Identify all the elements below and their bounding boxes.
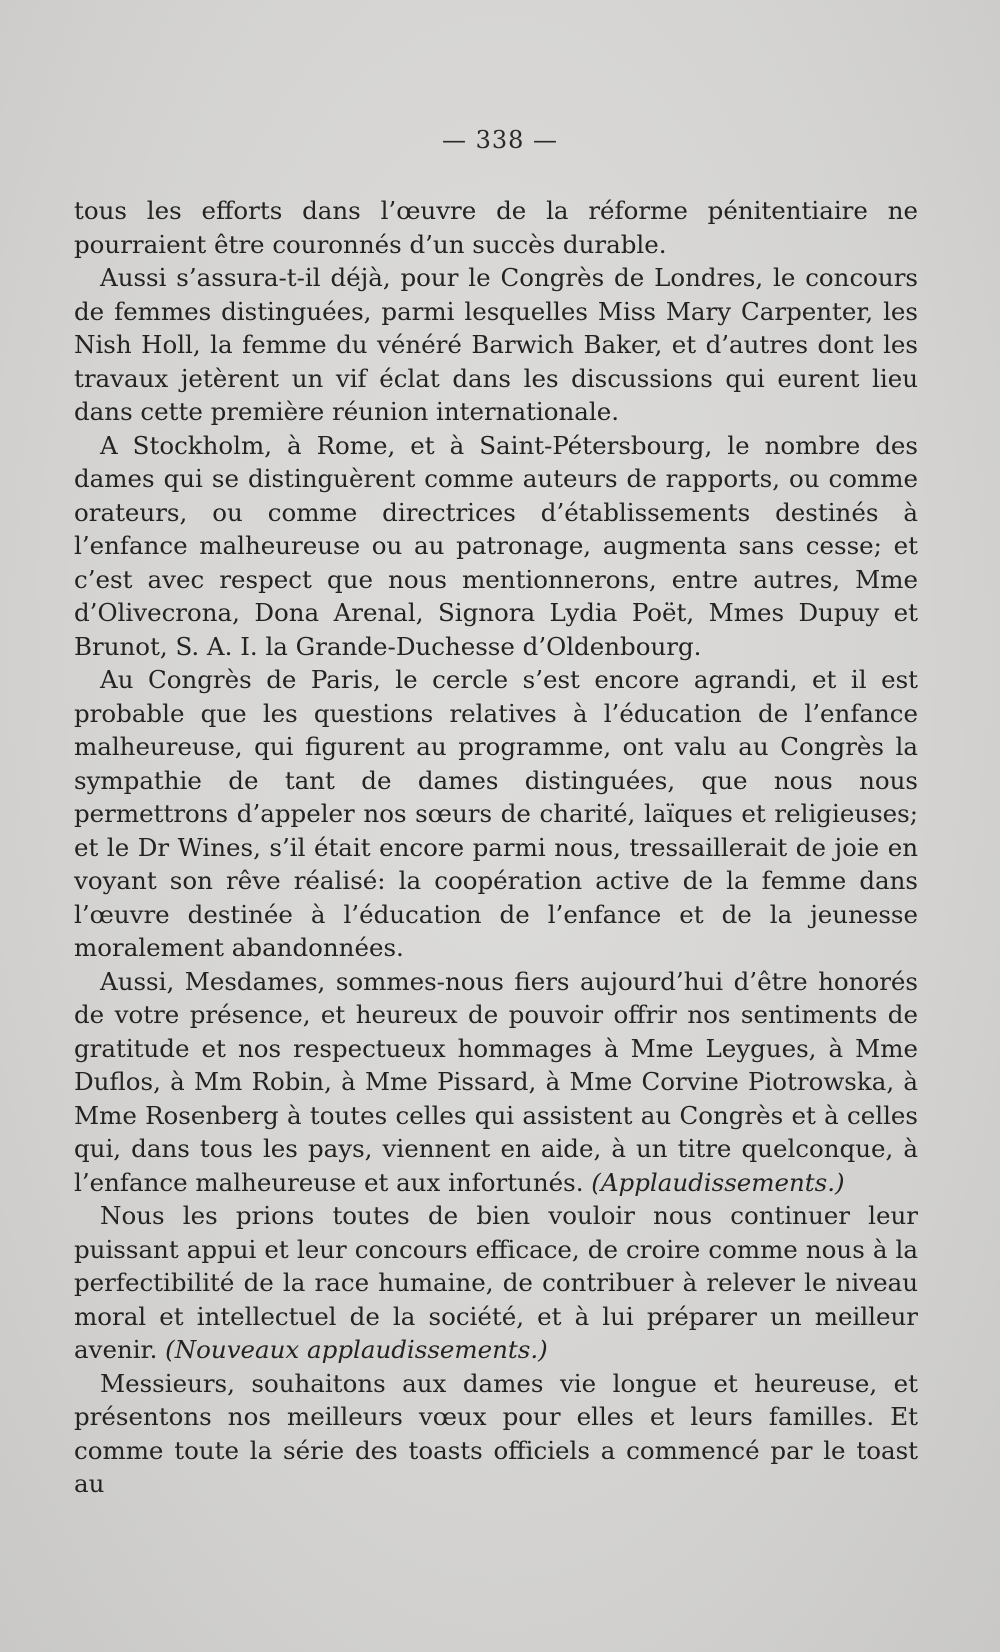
paragraph-text: Nous les prions toutes de bien vouloir nous continuer leur puissant appui et leur concours efficace, de croire comme nous à la perfectibilité de la race humaine, de contribuer à relever le niveau moral et intellectuel de la société, et à lui préparer un meilleur avenir. [74, 1201, 918, 1364]
paragraph-text: Aussi s’assura-t-il déjà, pour le Congrès de Londres, le concours de femmes distinguées, parmi lesquelles Miss Mary Carpenter, les Nish Holl, la femme du vénéré Barwich Baker, et d’autres dont les travaux jetèrent un vif éclat dans les discussions qui eurent lieu dans cette première réunion internationale. [74, 263, 918, 426]
paragraph [74, 1367, 918, 1501]
paragraph-text: Aussi, Mesdames, sommes-nous fiers aujourd’hui d’être honorés de votre présence, et heureux de pouvoir offrir nos sentiments de gratitude et nos respectueux hommages à Mme Leygues, à Mme Duflos, à Mm Robin, à Mme Pissard, à Mme Corvine Piotrowska, à Mme Rosenberg à toutes celles qui assistent au Congrès et à celles qui, dans tous les pays, viennent en aide, à un titre quelconque, à l’enfance malheureuse et aux infortunés. [74, 966, 918, 1197]
paragraph [74, 663, 918, 965]
stage-direction: (Applaudissements.) [591, 1167, 845, 1197]
paragraph [74, 261, 918, 429]
paragraph-text: A Stockholm, à Rome, et à Saint-Pétersbourg, le nombre des dames qui se distinguèrent comme auteurs de rapports, ou comme orateurs, ou comme directrices d’établissements destinés à l’enfance malheureuse ou au patronage, augmenta sans cesse; et c’est avec respect que nous mentionnerons, entre autres, Mme d’Olivecrona, Dona Arenal, Signora Lydia Poët, Mmes Dupuy et Brunot, S. A. I. la Grande-Duchesse d’Oldenbourg. [74, 430, 918, 661]
paragraph-text: tous les efforts dans l’œuvre de la réforme pénitentiaire ne pourraient être couronnés d’un succès durable. [74, 196, 918, 259]
paragraph [74, 965, 918, 1200]
paragraph [74, 1199, 918, 1367]
paragraph [74, 429, 918, 664]
stage-direction: (Nouveaux applaudissements.) [165, 1335, 548, 1364]
paragraph-text: Messieurs, souhaitons aux dames vie longue et heureuse, et présentons nos meilleurs vœux pour elles et leurs familles. Et comme toute la série des toasts officiels a commencé par le toast au [74, 1368, 918, 1498]
body-text [74, 194, 918, 1501]
paragraph-text: Au Congrès de Paris, le cercle s’est encore agrandi, et il est probable que les questions relatives à l’éducation de l’enfance malheureuse, qui figurent au programme, ont valu au Congrès la sympathie de tant de dames distinguées, que nous nous permettrons d’appeler nos sœurs de charité, laïques et religieuses; et le Dr Wines, s’il était encore parmi nous, tressaillerait de joie en voyant son rêve réalisé: la coopération active de la femme dans l’œuvre destinée à l’éducation de l’enfance et de la jeunesse moralement abandonnées. [74, 665, 918, 962]
paragraph [74, 194, 918, 261]
page-number: — 338 — [441, 126, 559, 154]
